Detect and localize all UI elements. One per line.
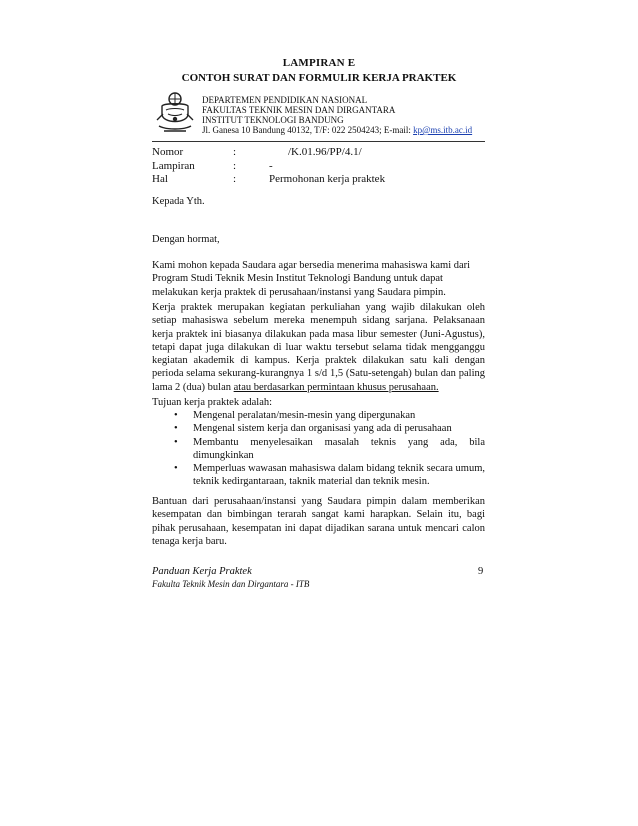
meta-colon: : xyxy=(233,173,237,185)
letterhead-line: INSTITUT TEKNOLOGI BANDUNG xyxy=(202,115,344,125)
paragraph-request: Kami mohon kepada Saudara agar bersedia menerima mahasiswa kami dari Program Studi Teknik Mesin Institut Teknologi Bandung untuk dapat melakukan kerja praktek di perusahaan/instansi yang Saudara pimpin. xyxy=(152,260,471,298)
itb-ganesha-logo-icon xyxy=(154,90,196,134)
page-number: 9 xyxy=(478,566,484,577)
list-item xyxy=(152,462,485,489)
bullet-icon: • xyxy=(174,463,178,475)
footer-title: Panduan Kerja Praktek xyxy=(152,566,252,577)
meta-value: - xyxy=(269,159,273,172)
meta-key: Nomor xyxy=(152,146,184,158)
bullet-icon: • xyxy=(174,410,178,421)
paragraph-description xyxy=(152,301,485,394)
paragraph-description-text: Kerja praktek merupakan kegiatan perkuliahan yang wajib dilakukan oleh setiap mahasiswa sebelum mereka menempuh sidang sarjana. Pelaksanaan kerja praktek ini biasanya dilakukan pada masa libur semester (Juni-Agustus), tetapi dapat juga dilakukan di luar waktu tersebut selama tidak mengganggu kegiatan akademik di kampus. Kerja praktek dilakukan satu kali dengan perioda selama sekurang-kurangnya 1 s/d 1,5 (Satu-setengah) bulan dan paling lama 2 (dua) bulan xyxy=(152,302,485,393)
list-item-text: Mengenal sistem kerja dan organisasi yang ada di perusahaan xyxy=(193,423,452,435)
letterhead-line: FAKULTAS TEKNIK MESIN DAN DIRGANTARA xyxy=(202,105,396,115)
list-item xyxy=(152,409,485,422)
list-item-text: Membantu menyelesaikan masalah teknis yang ada, bila dimungkinkan xyxy=(193,436,485,461)
letterhead-line: DEPARTEMEN PENDIDIKAN NASIONAL xyxy=(202,95,368,105)
paragraph-description-underlined: atau berdasarkan permintaan khusus perusahaan. xyxy=(233,381,439,393)
list-item xyxy=(152,422,485,435)
meta-colon: : xyxy=(233,146,237,158)
appendix-subtitle: CONTOH SURAT DAN FORMULIR KERJA PRAKTEK xyxy=(181,72,457,84)
list-item xyxy=(152,436,485,463)
tujuan-list xyxy=(152,409,485,489)
tujuan-intro: Tujuan kerja praktek adalah: xyxy=(152,397,273,408)
letterhead-address xyxy=(202,125,472,135)
addressee: Kepada Yth. xyxy=(152,196,205,207)
email-link[interactable]: kp@ms.itb.ac.id xyxy=(413,125,473,135)
letterhead xyxy=(202,95,472,135)
meta-key: Lampiran xyxy=(152,159,195,172)
meta-colon: : xyxy=(233,159,237,172)
bullet-icon: • xyxy=(174,436,178,448)
meta-key: Hal xyxy=(152,173,168,185)
meta-value: Permohonan kerja praktek xyxy=(269,173,386,185)
greeting: Dengan hormat, xyxy=(152,234,220,245)
list-item-text: Mengenal peralatan/mesin-mesin yang dipergunakan xyxy=(193,410,416,421)
list-item-text: Memperluas wawasan mahasiswa dalam bidang teknik secara umum, teknik kedirgantaraan, taknik material dan teknik mesin. xyxy=(193,463,485,488)
address-text: Jl. Ganesa 10 Bandung 40132, T/F: 022 2504243; E-mail: xyxy=(202,125,414,135)
footer-subtitle: Fakulta Teknik Mesin dan Dirgantara - ITB xyxy=(152,579,310,589)
paragraph-closing: Bantuan dari perusahaan/instansi yang Saudara pimpin dalam memberikan kesempatan dan bimbingan terarah sangat kami harapkan. Selain itu, bagi pihak perusahaan, kesempatan ini dapat dijadikan sarana untuk mencari calon tenaga kerja baru. xyxy=(152,496,485,547)
letterhead-divider xyxy=(152,141,485,142)
meta-value: /K.01.96/PP/4.1/ xyxy=(288,146,362,158)
appendix-title: LAMPIRAN E xyxy=(282,57,356,69)
bullet-icon: • xyxy=(174,423,178,435)
